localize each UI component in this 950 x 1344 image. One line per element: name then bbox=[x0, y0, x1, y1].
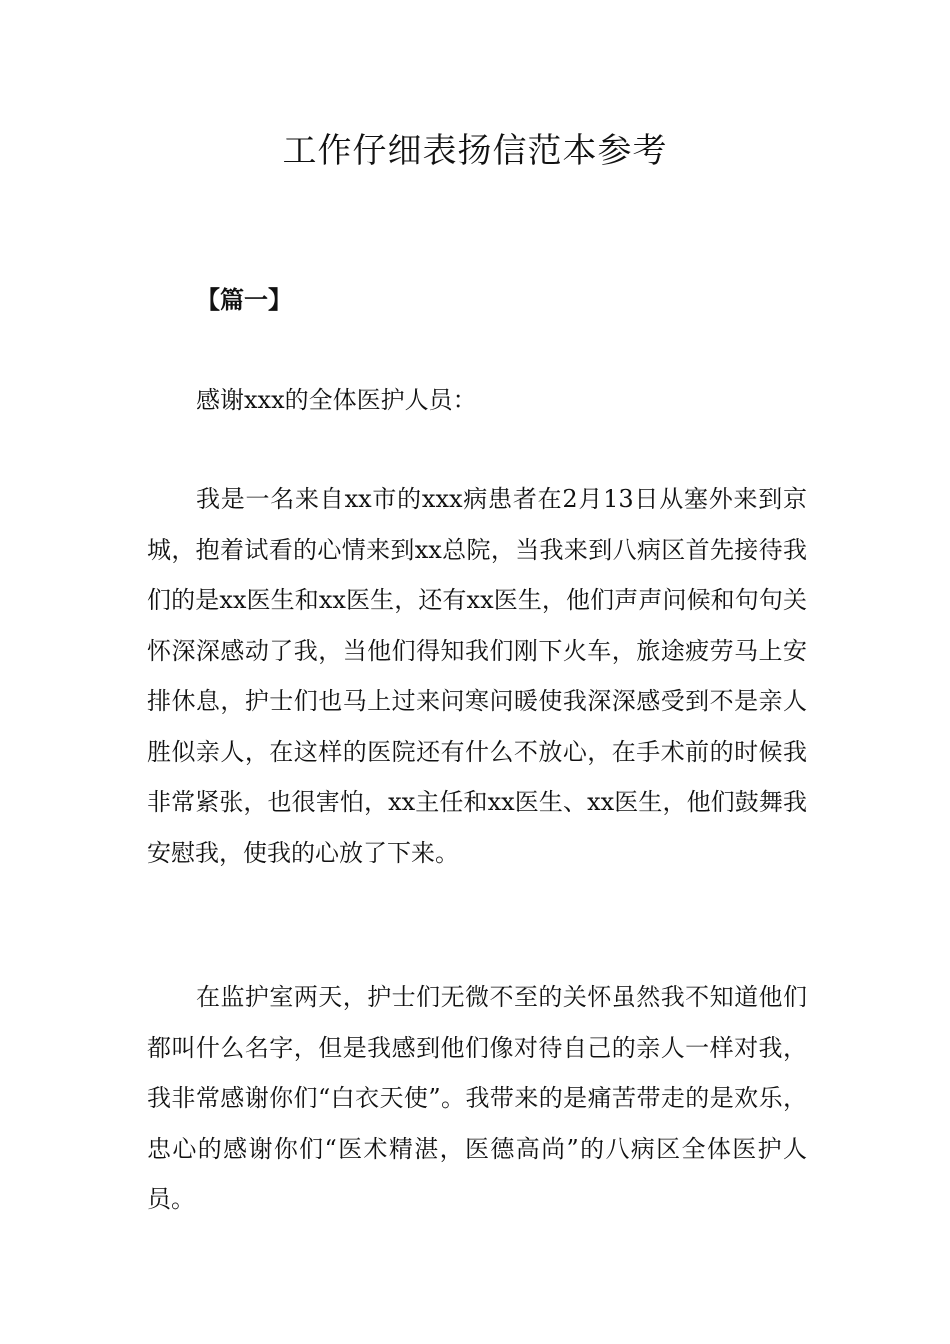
section-label: 【篇一】 bbox=[196, 286, 292, 314]
document-title: 工作仔细表扬信范本参考 bbox=[282, 131, 668, 171]
salutation: 感谢xxx的全体医护人员： bbox=[196, 386, 477, 414]
body-paragraph-2: 在监护室两天，护士们无微不至的关怀虽然我不知道他们都叫什么名字，但是我感到他们像对待自己的亲人一样对我，我非常感谢你们“白衣天使”。我带来的是痛苦带走的是欢乐，忠心的感谢你们“医术精湛，医德高尚”的八病区全体医护人员。 bbox=[147, 983, 807, 1213]
body-paragraph-1: 我是一名来自xx市的xxx病患者在2月13日从塞外来到京城，抱着试看的心情来到xx总院，当我来到八病区首先接待我们的是xx医生和xx医生，还有xx医生，他们声声问候和句句关怀深深感动了我，当他们得知我们刚下火车，旅途疲劳马上安排休息，护士们也马上过来问寒问暖使我深深感受到不是亲人胜似亲人，在这样的医院还有什么不放心，在手术前的时候我非常紧张，也很害怕，xx主任和xx医生、xx医生，他们鼓舞我安慰我，使我的心放了下来。 bbox=[147, 485, 807, 867]
